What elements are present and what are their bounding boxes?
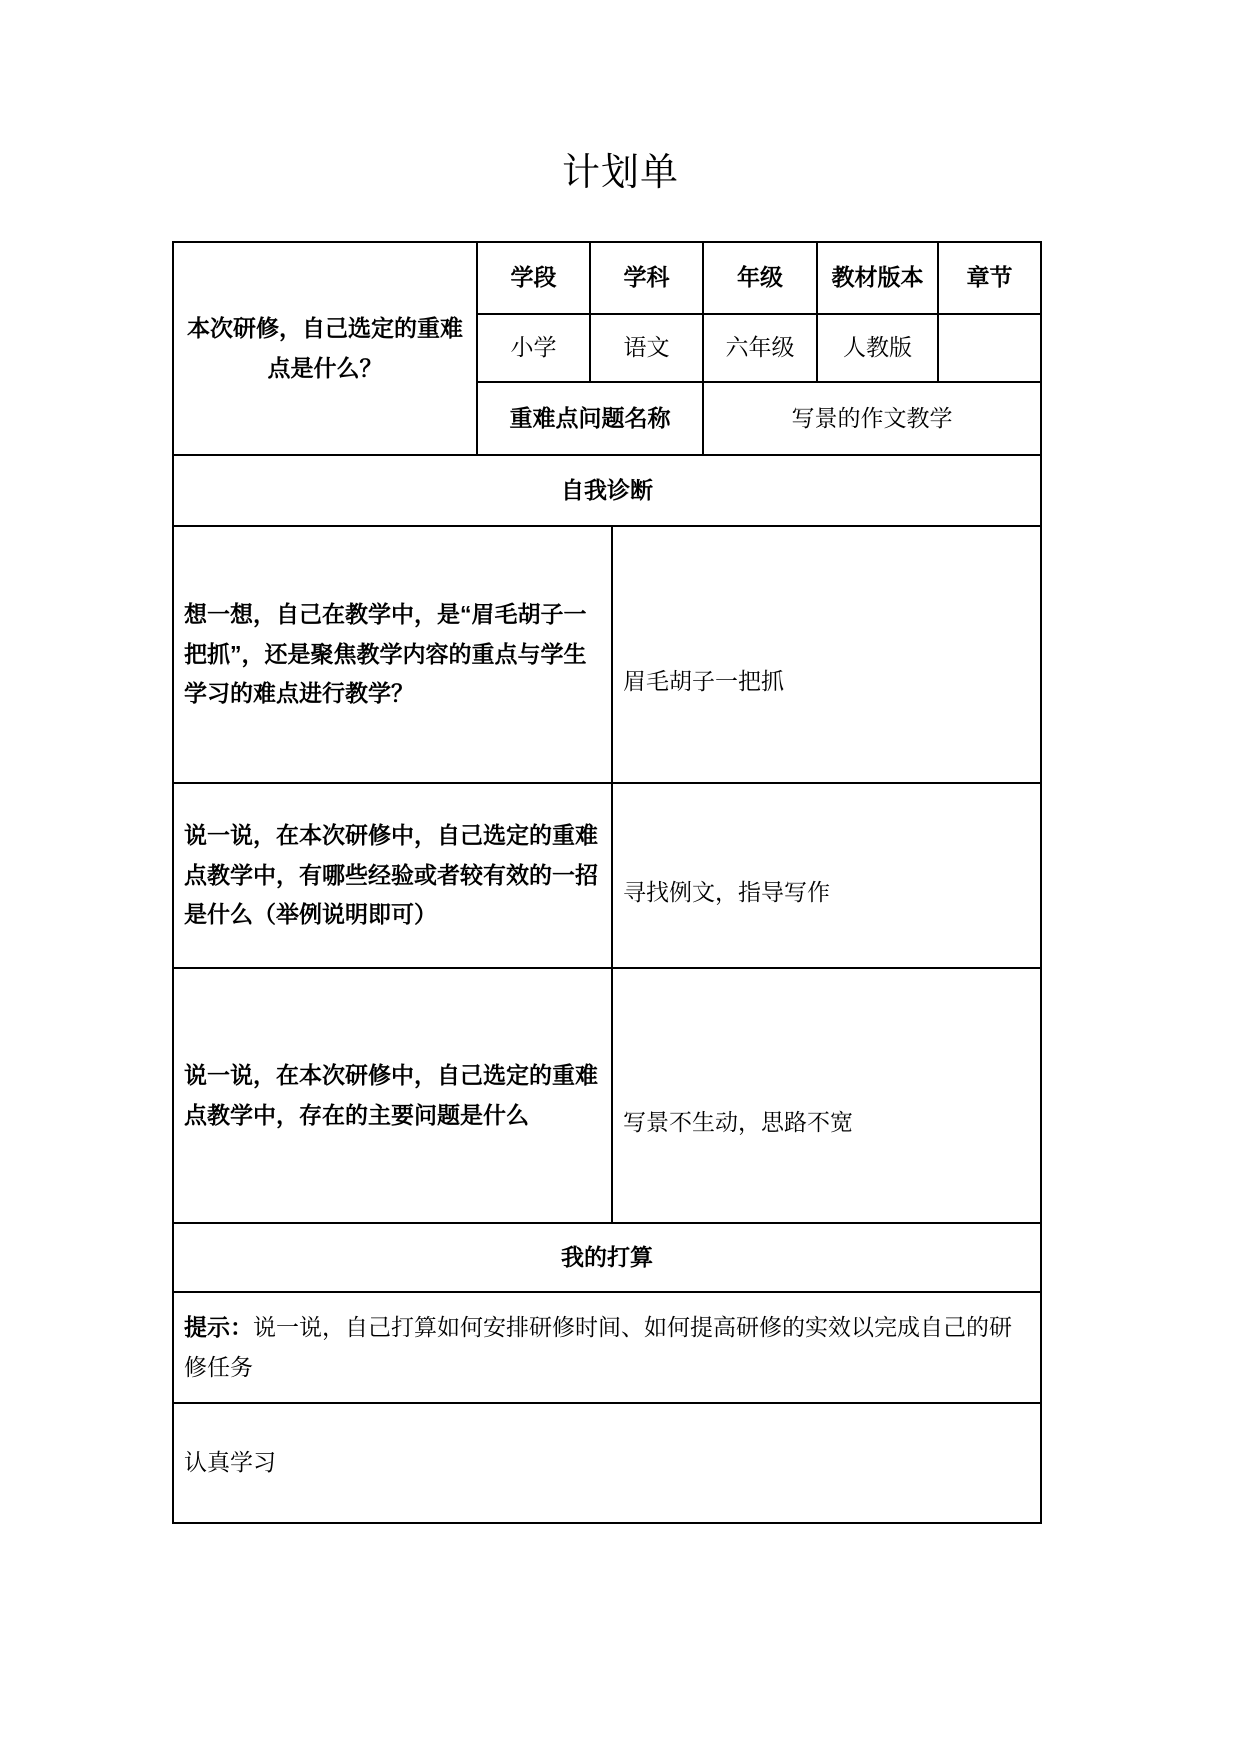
self-diagnosis-title-row xyxy=(173,455,1041,526)
my-plan-title-row xyxy=(173,1223,1041,1292)
answer-2: 寻找例文，指导写作 xyxy=(612,783,1041,968)
header-grade: 年级 xyxy=(703,242,817,314)
header-chapter: 章节 xyxy=(938,242,1041,314)
plan-answer-row xyxy=(173,1403,1041,1523)
page-title: 计划单 xyxy=(561,152,679,194)
question-1: 想一想，自己在教学中，是“眉毛胡子一把抓”，还是聚焦教学内容的重点与学生学习的难点进行教学？ xyxy=(173,526,612,783)
question-3: 说一说，在本次研修中，自己选定的重难点教学中，存在的主要问题是什么 xyxy=(173,968,612,1223)
my-plan-title: 我的打算 xyxy=(173,1223,1041,1292)
plan-answer-cell: 认真学习 xyxy=(173,1403,1041,1523)
answer-1: 眉毛胡子一把抓 xyxy=(612,526,1041,783)
topic-label-cell: 重难点问题名称 xyxy=(477,382,703,455)
header-edition: 教材版本 xyxy=(817,242,938,314)
value-stage: 小学 xyxy=(477,314,590,382)
header-subject: 学科 xyxy=(590,242,703,314)
hint-text: 说一说，自己打算如何安排研修时间、如何提高研修的实效以完成自己的研修任务 xyxy=(184,1313,1012,1380)
qa-row-1 xyxy=(173,526,1041,783)
main-question-cell: 本次研修，自己选定的重难点是什么？ xyxy=(173,242,477,455)
qa-row-3 xyxy=(173,968,1041,1223)
value-subject: 语文 xyxy=(590,314,703,382)
hint-label: 提示： xyxy=(184,1313,253,1340)
value-edition: 人教版 xyxy=(817,314,938,382)
plan-form-table xyxy=(172,241,1042,1524)
self-diagnosis-title: 自我诊断 xyxy=(173,455,1041,526)
topic-value-cell: 写景的作文教学 xyxy=(703,382,1041,455)
hint-row xyxy=(173,1292,1041,1403)
qa-row-2 xyxy=(173,783,1041,968)
value-chapter xyxy=(938,314,1041,382)
header-stage: 学段 xyxy=(477,242,590,314)
question-2: 说一说，在本次研修中，自己选定的重难点教学中，有哪些经验或者较有效的一招是什么（举例说明即可） xyxy=(173,783,612,968)
hint-cell xyxy=(173,1292,1041,1403)
value-grade: 六年级 xyxy=(703,314,817,382)
answer-3: 写景不生动，思路不宽 xyxy=(612,968,1041,1223)
info-header-row xyxy=(173,242,1041,314)
